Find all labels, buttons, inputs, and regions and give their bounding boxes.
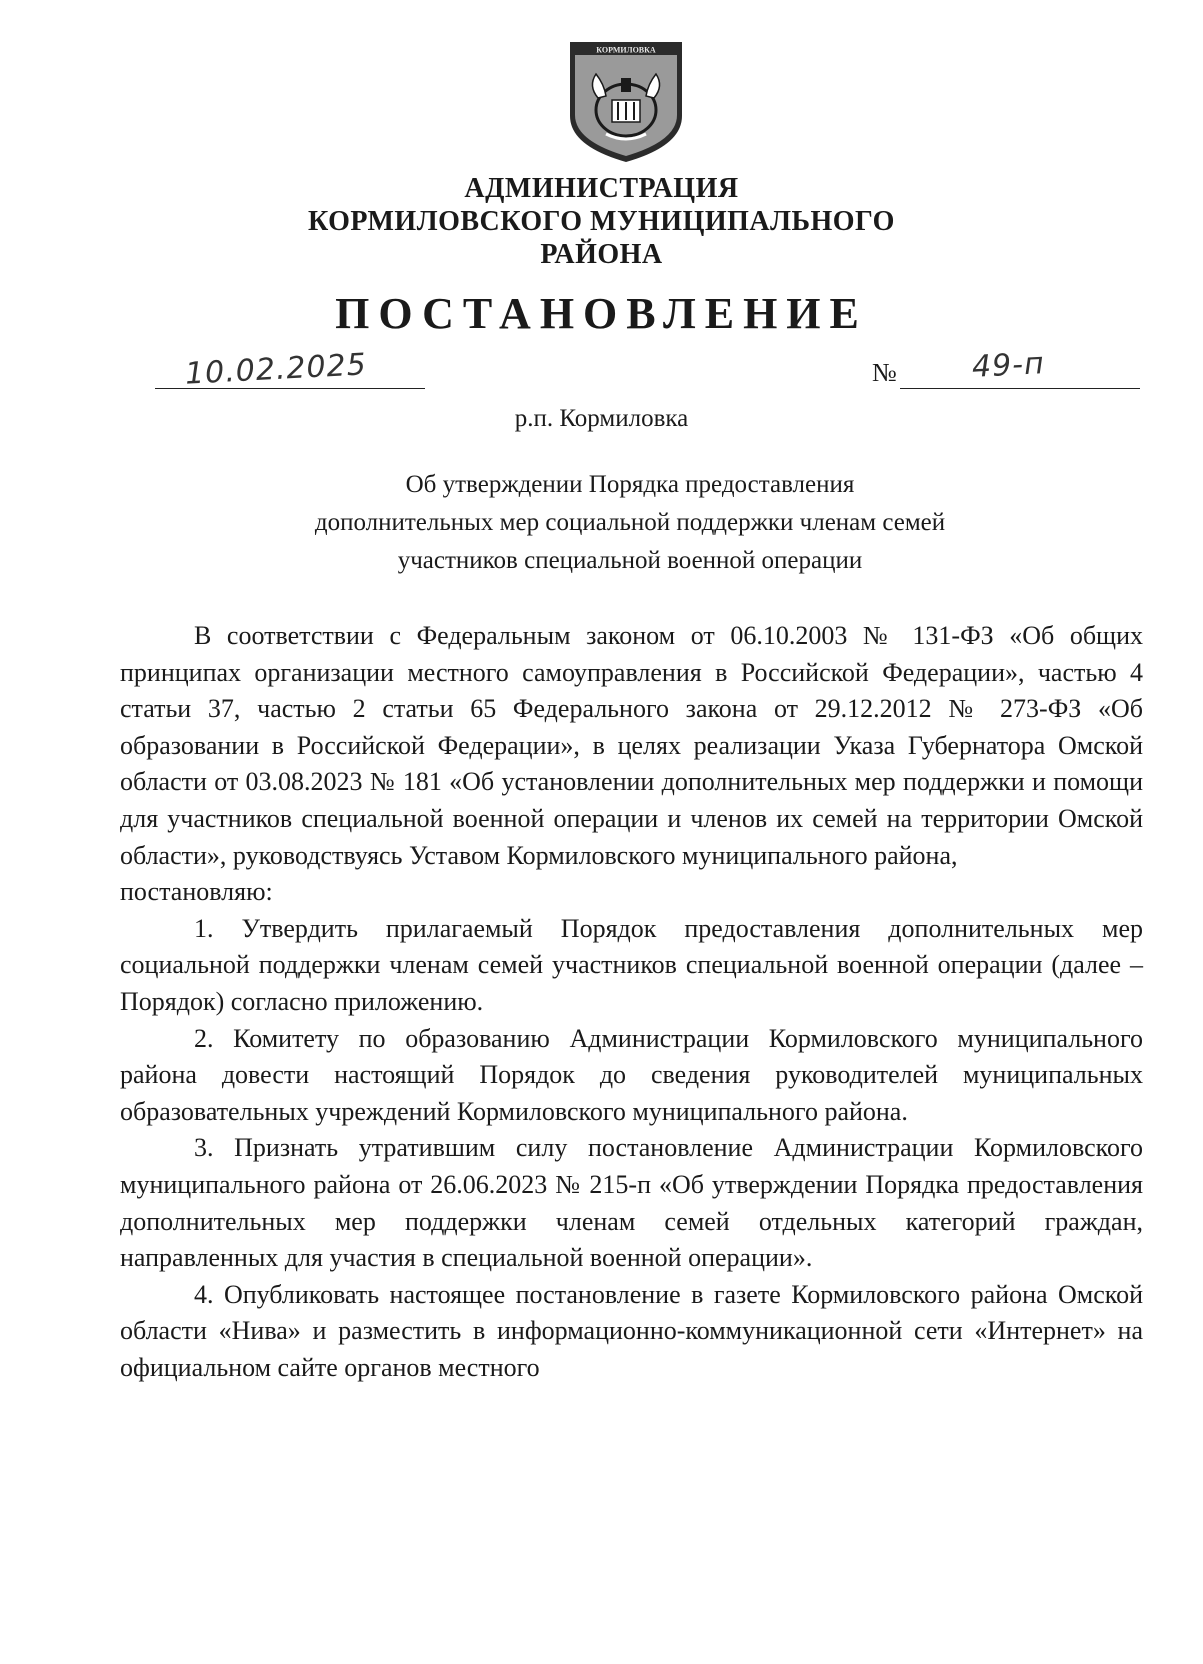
list-item: 1. Утвердить прилагаемый Порядок предоставления дополнительных мер социальной поддержки членам семей участников специальной военной операции (далее – Порядок) согласно приложению. bbox=[120, 913, 1143, 1016]
preamble-paragraph: В соответствии с Федеральным законом от 06.10.2003 № 131-ФЗ «Об общих принципах организации местного самоуправления в Российской Федерации», частью 4 статьи 37, частью 2 статьи 65 Федерального закона от 29.12.2012 № 273-ФЗ «Об образовании в Российской Федерации», в целях реализации Указа Губернатора Омской области от 03.08.2023 № 181 «Об установлении дополнительных мер поддержки и помощи для участников специальной военной операции и членов их семей на территории Омской области», руководствуясь Уставом Кормиловского муниципального района, bbox=[120, 621, 1143, 870]
subject-line-1: Об утверждении Порядка предоставления bbox=[405, 471, 855, 498]
place-of-issue: р.п. Кормиловка bbox=[514, 405, 689, 432]
subject-line-2: дополнительных мер социальной поддержки членам семей bbox=[314, 509, 946, 536]
date-underline bbox=[155, 388, 425, 389]
number-label: № bbox=[872, 358, 897, 387]
document-body bbox=[120, 618, 1143, 1386]
list-item: 3. Признать утратившим силу постановление Администрации Кормиловского муниципального района от 26.06.2023 № 215-п «Об утверждении Порядка предоставления дополнительных мер поддержки членам семей отдельных категорий граждан, направленных для участия в специальной военной операции». bbox=[120, 1133, 1143, 1273]
issuer-line-1: АДМИНИСТРАЦИЯ bbox=[464, 173, 739, 204]
issuer-line-3: РАЙОНА bbox=[540, 239, 663, 270]
handwritten-date: 10.02.2025 bbox=[184, 347, 368, 392]
resolve-word: постановляю: bbox=[120, 877, 273, 907]
subject-line-3: участников специальной военной операции bbox=[397, 547, 863, 574]
list-item: 4. Опубликовать настоящее постановление в газете Кормиловского района Омской области «Нива» и разместить в информационно-коммуникационной сети «Интернет» на официальном сайте органов местного bbox=[120, 1279, 1143, 1382]
coat-of-arms-icon bbox=[566, 38, 686, 166]
handwritten-number: 49-п bbox=[971, 346, 1046, 385]
document-subject bbox=[120, 466, 1140, 580]
emblem-label: КОРМИЛОВКА bbox=[596, 45, 656, 55]
list-item: 2. Комитету по образованию Администрации Кормиловского муниципального района довести настоящий Порядок до сведения руководителей муниципальных образовательных учреждений Кормиловского муниципального района. bbox=[120, 1023, 1143, 1126]
issuer-line-2: КОРМИЛОВСКОГО МУНИЦИПАЛЬНОГО bbox=[308, 206, 895, 237]
number-underline bbox=[900, 388, 1140, 389]
document-type-title: ПОСТАНОВЛЕНИЕ bbox=[335, 289, 868, 338]
